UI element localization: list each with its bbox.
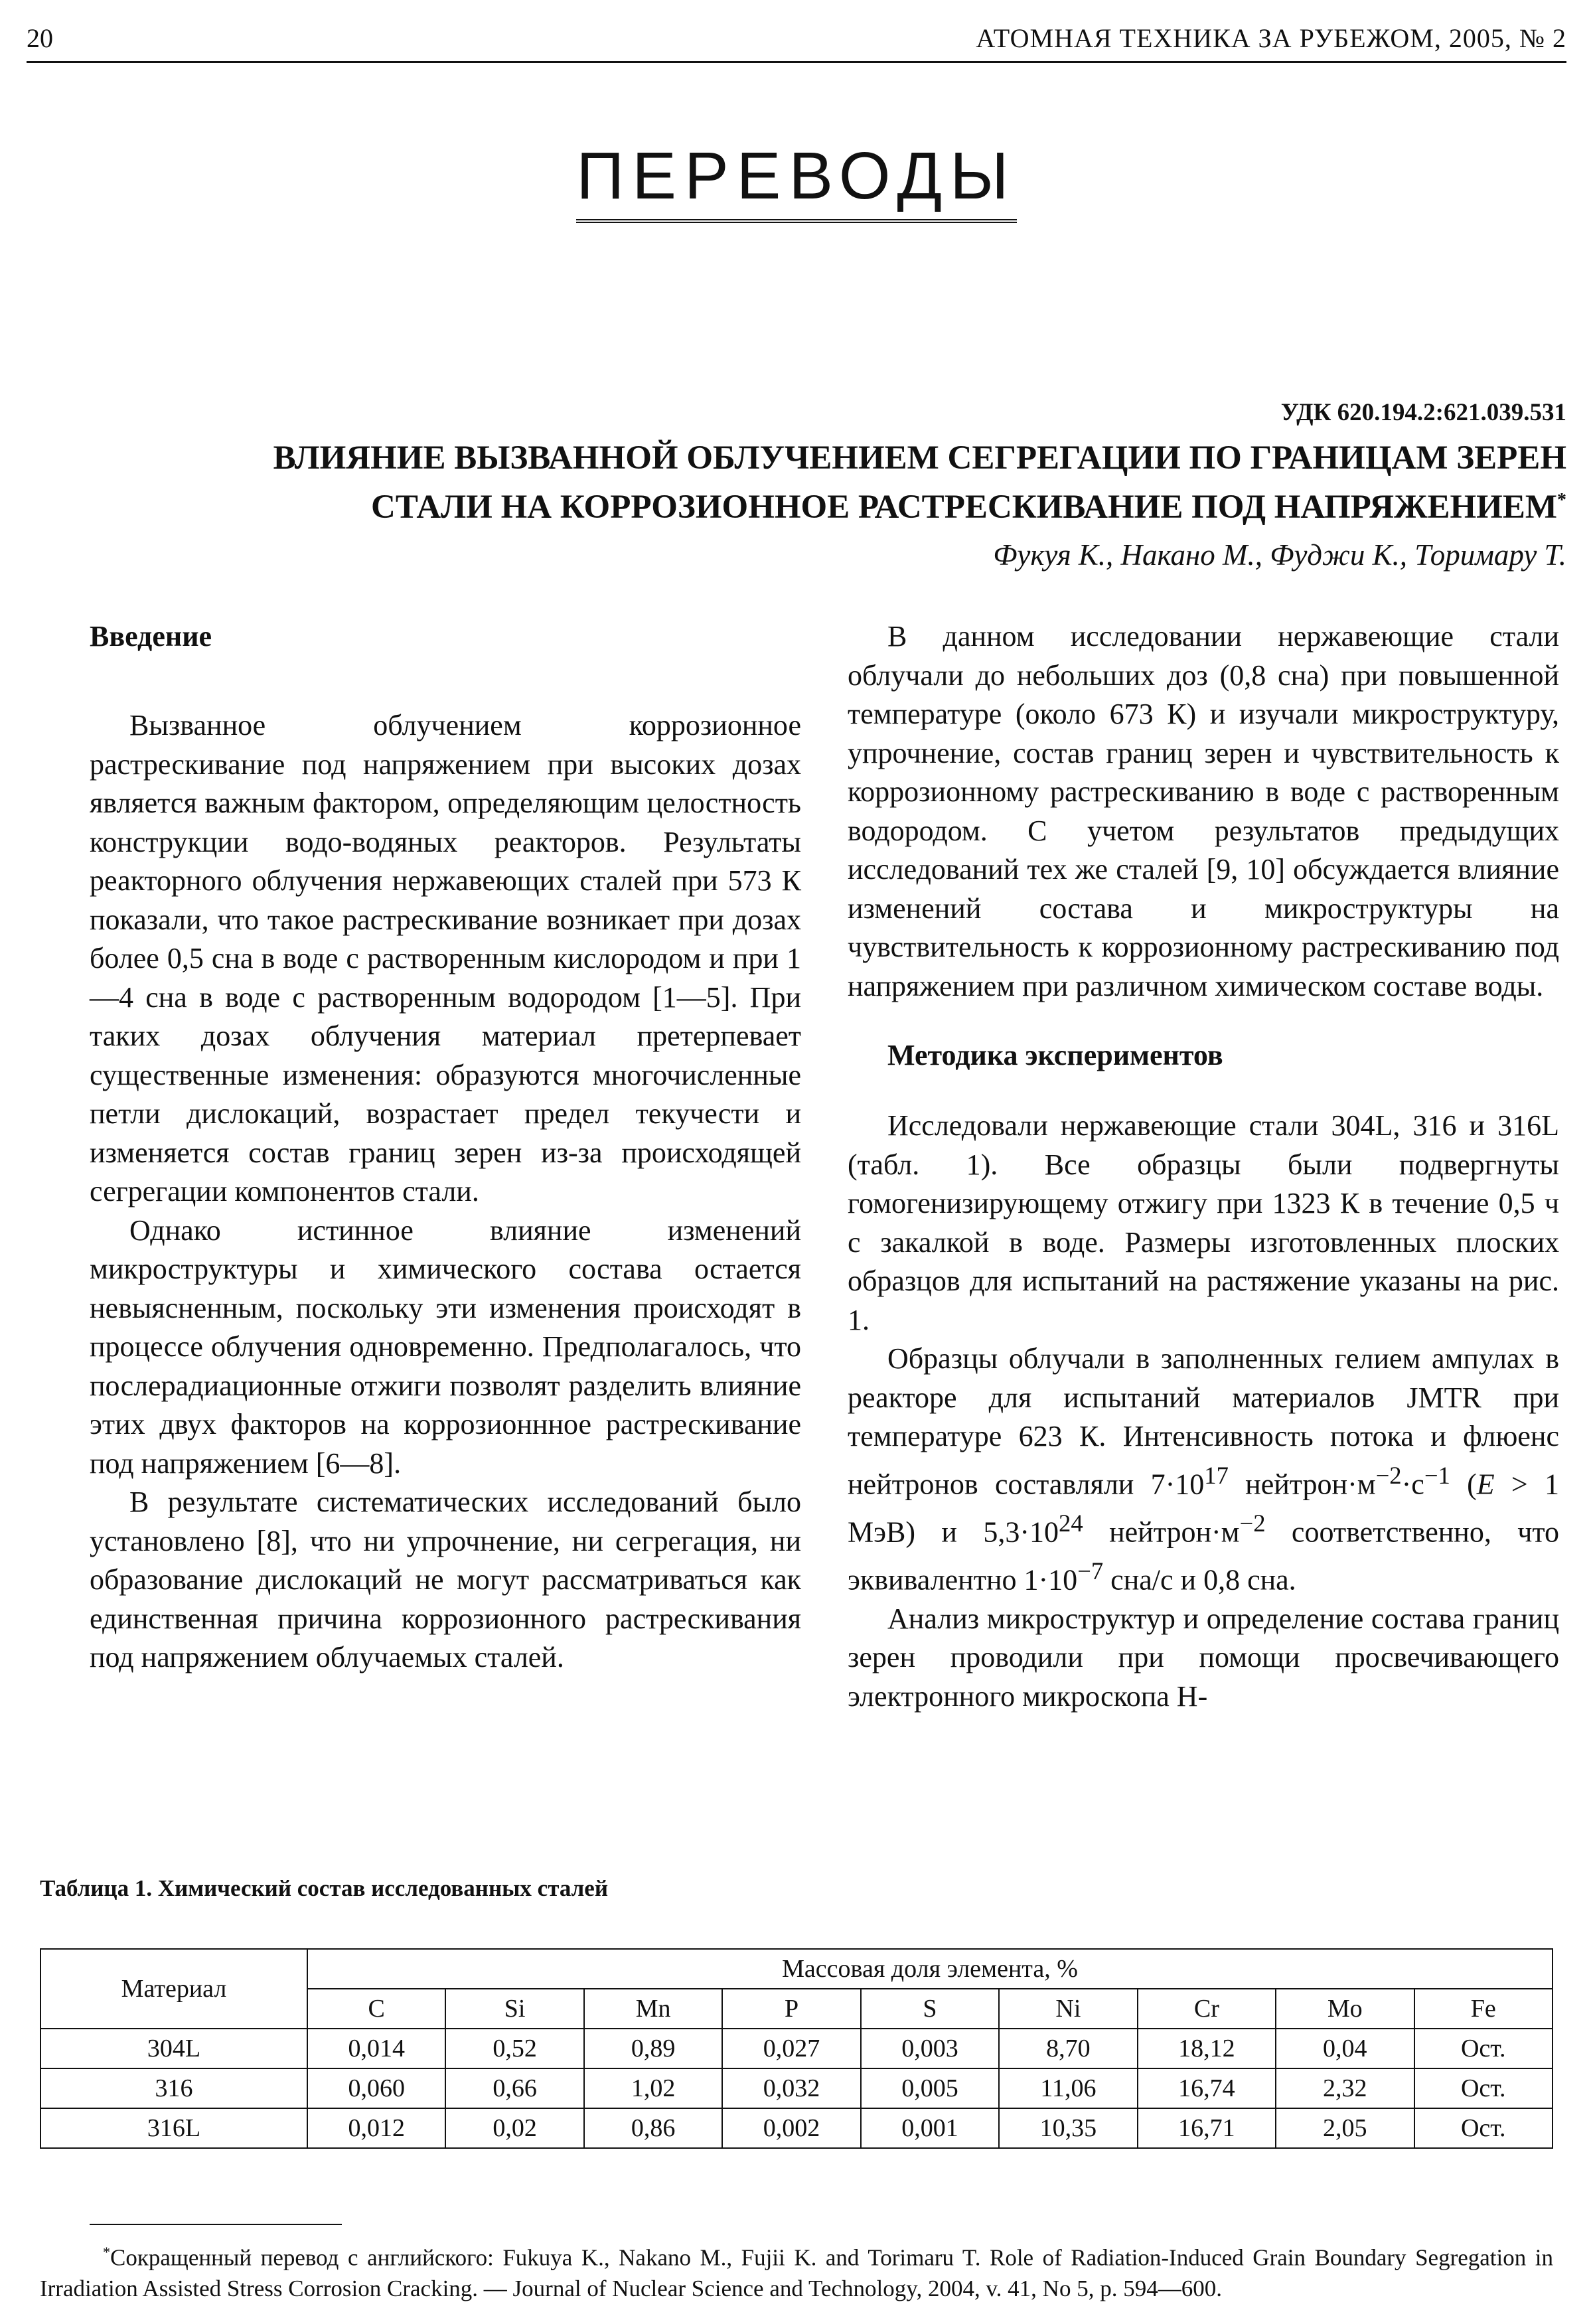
journal-name: АТОМНАЯ ТЕХНИКА ЗА РУБЕЖОМ, 2005, № 2 — [976, 23, 1566, 53]
authors: Фукуя К., Накано М., Фуджи К., Торимару Т. — [993, 538, 1566, 572]
value-cell: Ост. — [1414, 2029, 1553, 2068]
section-title — [27, 139, 1566, 223]
value-cell: 0,032 — [722, 2068, 860, 2108]
udc-code: УДК 620.194.2:621.039.531 — [1280, 399, 1566, 426]
element-header: S — [861, 1989, 999, 2029]
value-cell: 0,52 — [445, 2029, 583, 2068]
exponent: 24 — [1059, 1509, 1083, 1537]
exponent: −1 — [1424, 1461, 1450, 1489]
footnote-marker: * — [103, 2244, 110, 2260]
value-cell: 0,86 — [584, 2108, 722, 2148]
table-row — [40, 2029, 1553, 2068]
value-cell: 0,04 — [1276, 2029, 1414, 2068]
element-header: Ni — [999, 1989, 1137, 2029]
element-header: P — [722, 1989, 860, 2029]
italic-symbol: E — [1476, 1468, 1495, 1501]
journal-page — [27, 20, 1566, 2303]
study-paragraph: В данном исследовании нержавеющие стали облучали до небольших доз (0,8 сна) при повышенной температуре (около 673 К) и изучали микроструктуру, упрочнение, состав границ зерен и чувствительность к коррозионному растрескиванию в воде с растворенным водородом. С учетом результатов предыдущих исследований тех же сталей [9, 10] обсуждается влияние изменений состава и микроструктуры на чувствительность к коррозионному растрескиванию под напряжением при различном химическом составе воды. — [848, 620, 1559, 1002]
text-span: сна/с и 0,8 сна. — [1103, 1563, 1296, 1596]
text-span: ( — [1450, 1468, 1477, 1501]
methods-paragraph-3: Анализ микроструктур и определение состава границ зерен проводили при помощи просвечивающего электронного микроскопа Н- — [848, 1602, 1559, 1713]
article-title-line-1: ВЛИЯНИЕ ВЫЗВАННОЙ ОБЛУЧЕНИЕМ СЕГРЕГАЦИИ ПО ГРАНИЦАМ ЗЕРЕН — [273, 439, 1566, 477]
text-span: нейтрон·м — [1083, 1515, 1240, 1549]
material-cell: 316 — [40, 2068, 307, 2108]
value-cell: 16,71 — [1138, 2108, 1276, 2148]
material-cell: 304L — [40, 2029, 307, 2068]
value-cell: 0,02 — [445, 2108, 583, 2148]
value-cell: 2,05 — [1276, 2108, 1414, 2148]
text-span: Образцы облучали в заполненных гелием ампулах в реакторе для испытаний материалов JMTR при температуре 623 К. Интенсивность потока и флюенс нейтронов составляли 7·10 — [848, 1342, 1559, 1501]
methods-paragraph-2 — [848, 1340, 1559, 1600]
footnote-divider — [90, 2224, 342, 2225]
value-cell: 2,32 — [1276, 2068, 1414, 2108]
value-cell: 0,89 — [584, 2029, 722, 2068]
table-row — [40, 2108, 1553, 2148]
table-row — [40, 2068, 1553, 2108]
page-number: 20 — [27, 23, 53, 53]
exponent: −2 — [1239, 1509, 1266, 1537]
value-cell: 0,001 — [861, 2108, 999, 2148]
right-column — [848, 617, 1559, 1716]
value-cell: 0,027 — [722, 2029, 860, 2068]
exponent: −2 — [1375, 1461, 1402, 1489]
value-cell: 18,12 — [1138, 2029, 1276, 2068]
value-cell: 16,74 — [1138, 2068, 1276, 2108]
mass-fraction-header: Массовая доля элемента, % — [307, 1949, 1553, 1989]
element-header: Si — [445, 1989, 583, 2029]
value-cell: 0,003 — [861, 2029, 999, 2068]
value-cell: 11,06 — [999, 2068, 1137, 2108]
element-header: Mo — [1276, 1989, 1414, 2029]
value-cell: 10,35 — [999, 2108, 1137, 2148]
value-cell: 0,002 — [722, 2108, 860, 2148]
text-span: > 1 МэВ) и 5,3·10 — [848, 1468, 1559, 1549]
article-title-line-2-text: СТАЛИ НА КОРРОЗИОННОЕ РАСТРЕСКИВАНИЕ ПОД НАПРЯЖЕНИЕМ — [371, 489, 1557, 526]
section-title-text: ПЕРЕВОДЫ — [576, 139, 1016, 223]
element-header: Cr — [1138, 1989, 1276, 2029]
left-column — [90, 617, 801, 1677]
material-cell: 316L — [40, 2108, 307, 2148]
intro-heading: Введение — [90, 620, 212, 653]
element-header: C — [307, 1989, 445, 2029]
value-cell: 8,70 — [999, 2029, 1137, 2068]
value-cell: Ост. — [1414, 2068, 1553, 2108]
value-cell: 0,014 — [307, 2029, 445, 2068]
running-header — [27, 20, 1566, 63]
article-title-line-2 — [27, 479, 1566, 528]
footnote-text: Сокращенный перевод с английского: Fukuya K., Nakano M., Fujii K. and Torimaru T. Role of Radiation-Induced Grain Boundary Segregation in Irradiation Assisted Stress Corrosion Cracking. — Journal of Nuclear Science and Technology, 2004, v. 41, No 5, p. 594—600. — [40, 2244, 1553, 2301]
text-span: ·с — [1401, 1468, 1424, 1501]
intro-paragraph-1: Вызванное облучением коррозионное растрескивание под напряжением при высоких дозах является важным фактором, определяющим целостность конструкции водо-водяных реакторов. Результаты реакторного облучения нержавеющих сталей при 573 К показали, что такое растрескивание возникает при дозах более 0,5 сна в воде с растворенным кислородом и при 1—4 сна в воде с растворенным водородом [1—5]. При таких дозах облучения материал претерпевает существенные изменения: образуются многочисленные петли дислокаций, возрастает предел текучести и изменяется состав границ зерен из-за происходящей сегрегации компонентов стали. — [90, 709, 801, 1207]
text-span: нейтрон·м — [1228, 1468, 1376, 1501]
value-cell: 0,005 — [861, 2068, 999, 2108]
composition-table — [40, 1948, 1553, 2149]
value-cell: 0,012 — [307, 2108, 445, 2148]
exponent: 17 — [1204, 1461, 1229, 1489]
value-cell: 1,02 — [584, 2068, 722, 2108]
methods-paragraph-1: Исследовали нержавеющие стали 304L, 316 и 316L (табл. 1). Все образцы были подвергнуты гомогенизирующему отжигу при 1323 К в течение 0,5 ч с закалкой в воде. Размеры изготовленных плоских образцов для испытаний на растяжение указаны на рис. 1. — [848, 1109, 1559, 1336]
material-header: Материал — [40, 1949, 307, 2029]
footnote — [40, 2237, 1553, 2304]
article-title — [27, 437, 1566, 528]
intro-paragraph-2: Однако истинное влияние изменений микроструктуры и химического состава остается невыясненным, поскольку эти изменения происходят в процессе облучения одновременно. Предполагалось, что послерадиационные отжиги позволят разделить влияние этих двух факторов на коррозионнное растрескивание под напряжением [6—8]. — [90, 1213, 801, 1480]
methods-heading: Методика экспериментов — [887, 1039, 1223, 1071]
element-header: Fe — [1414, 1989, 1553, 2029]
intro-paragraph-3: В результате систематических исследований было установлено [8], что ни упрочнение, ни сегрегация, ни образование дислокаций не могут рассматриваться как единственная причина коррозионного растрескивания под напряжением облучаемых сталей. — [90, 1486, 801, 1673]
value-cell: 0,060 — [307, 2068, 445, 2108]
element-header: Mn — [584, 1989, 722, 2029]
text-span: соответственно, что эквивалентно 1·10 — [848, 1515, 1559, 1596]
table-header-row — [40, 1949, 1553, 1989]
table-caption: Таблица 1. Химический состав исследованных сталей — [40, 1875, 608, 1901]
title-footnote-marker: * — [1557, 490, 1566, 510]
exponent: −7 — [1077, 1557, 1104, 1585]
value-cell: Ост. — [1414, 2108, 1553, 2148]
value-cell: 0,66 — [445, 2068, 583, 2108]
